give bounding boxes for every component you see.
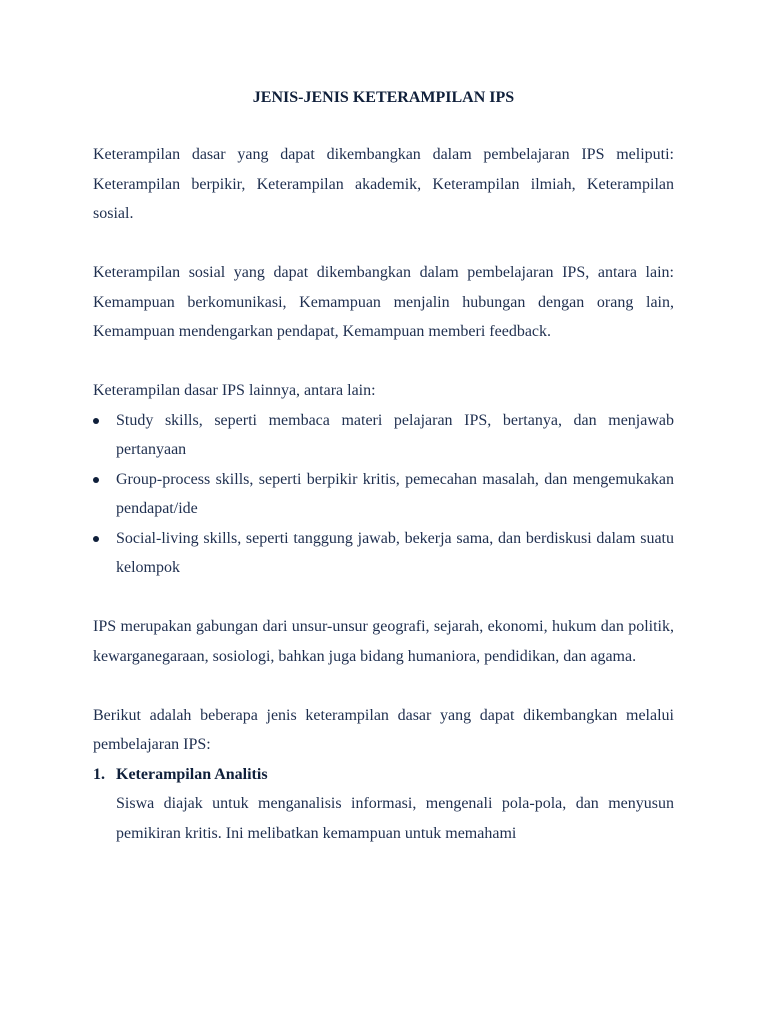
list-item-text: Study skills, seperti membaca materi pelajaran IPS, bertanya, dan menjawab pertanyaan (116, 411, 674, 458)
numbered-item-marker: 1. (93, 765, 105, 783)
bullet-icon (93, 477, 99, 483)
list-item (93, 406, 674, 465)
list-item (93, 524, 674, 583)
list-item-text: Social-living skills, seperti tanggung jawab, bekerja sama, dan berdiskusi dalam suatu kelompok (116, 529, 674, 576)
list-item-text: Group-process skills, seperti berpikir kritis, pemecahan masalah, dan mengemukakan pendapat/ide (116, 470, 674, 517)
numbered-item-heading: Keterampilan Analitis (116, 765, 268, 783)
paragraph-social-skills: Keterampilan sosial yang dapat dikembangkan dalam pembelajaran IPS, antara lain: Kemampuan berkomunikasi, Kemampuan menjalin hubungan dengan orang lain, Kemampuan mendengarkan pendapat, Kemampuan memberi feedback. (93, 264, 674, 340)
paragraph-ips-definition: IPS merupakan gabungan dari unsur-unsur geografi, sejarah, ekonomi, hukum dan politik, kewarganegaraan, sosiologi, bahkan juga bidang humaniora, pendidikan, dan agama. (93, 618, 674, 665)
paragraph-gap (93, 229, 674, 259)
bullet-icon (93, 536, 99, 542)
document-title: JENIS-JENIS KETERAMPILAN IPS (252, 89, 515, 106)
paragraph-skill-types-intro: Berikut adalah beberapa jenis keterampilan dasar yang dapat dikembangkan melalui pembelajaran IPS: (93, 706, 674, 753)
paragraph-other-skills-intro: Keterampilan dasar IPS lainnya, antara lain: (93, 382, 376, 399)
paragraph-basic-skills: Keterampilan dasar yang dapat dikembangkan dalam pembelajaran IPS meliputi: Keterampilan berpikir, Keterampilan akademik, Keterampilan ilmiah, Keterampilan sosial. (93, 146, 674, 222)
paragraph-gap (93, 671, 674, 701)
paragraph-gap (93, 347, 674, 377)
bullet-icon (93, 418, 99, 424)
skills-bullet-list (93, 406, 674, 583)
numbered-item (93, 760, 674, 849)
paragraph-gap (93, 583, 674, 613)
list-item (93, 465, 674, 524)
numbered-item-body: Siswa diajak untuk menganalisis informasi, mengenali pola-pola, dan menyusun pemikiran kritis. Ini melibatkan kemampuan untuk memahami (116, 795, 674, 842)
